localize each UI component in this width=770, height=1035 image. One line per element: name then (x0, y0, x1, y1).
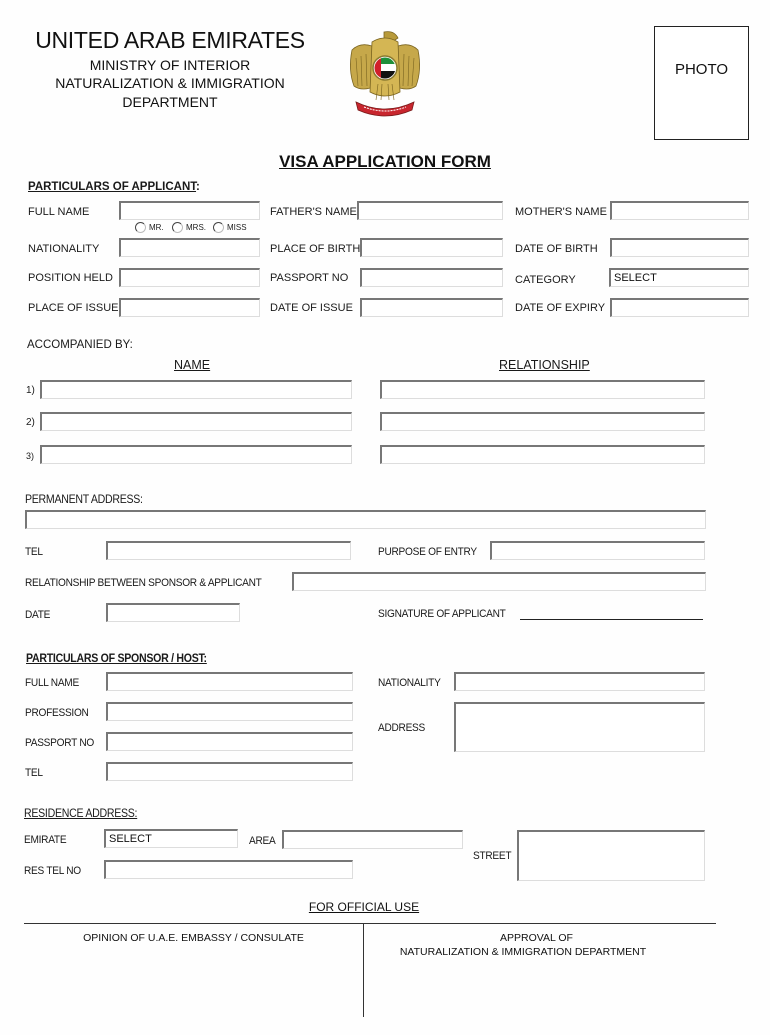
street-label: STREET (473, 850, 512, 862)
title-radio-mr[interactable] (135, 222, 146, 233)
applicant-heading-text: PARTICULARS OF APPLICANT (28, 181, 197, 193)
date-of-expiry-label: DATE OF EXPIRY (515, 302, 606, 314)
accompanied-row-1-name[interactable] (40, 380, 352, 399)
date-of-birth-label: DATE OF BIRTH (515, 243, 598, 255)
tel-label: TEL (25, 546, 43, 558)
photo-label: PHOTO (674, 61, 729, 78)
date-of-birth-input[interactable] (610, 238, 749, 257)
purpose-of-entry-input[interactable] (490, 541, 705, 560)
area-input[interactable] (282, 830, 463, 849)
sponsor-relationship-input[interactable] (292, 572, 706, 591)
res-tel-label: RES TEL NO (24, 865, 81, 877)
embassy-opinion-area[interactable] (26, 960, 360, 1015)
fathers-name-input[interactable] (357, 201, 503, 220)
fathers-name-label: FATHER'S NAME (270, 206, 357, 218)
date-input[interactable] (106, 603, 240, 622)
applicant-heading-colon: : (196, 181, 200, 193)
position-held-input[interactable] (119, 268, 260, 287)
passport-no-label: PASSPORT NO (270, 272, 349, 284)
sponsor-heading: PARTICULARS OF SPONSOR / HOST: (26, 653, 207, 665)
nationality-input[interactable] (119, 238, 260, 257)
accompanied-heading: ACCOMPANIED BY: (27, 339, 133, 351)
sponsor-profession-label: PROFESSION (25, 707, 89, 719)
place-of-issue-input[interactable] (119, 298, 260, 317)
signature-line[interactable] (520, 619, 703, 620)
place-of-issue-label: PLACE OF ISSUE (28, 302, 119, 314)
emirate-select[interactable]: SELECT (104, 829, 238, 848)
accompanied-relationship-header: RELATIONSHIP (499, 358, 590, 372)
signature-label: SIGNATURE OF APPLICANT (378, 608, 506, 620)
category-select[interactable]: SELECT (609, 268, 749, 287)
sponsor-passport-no-label: PASSPORT NO (25, 737, 94, 749)
date-of-issue-label: DATE OF ISSUE (270, 302, 353, 314)
permanent-address-label: PERMANENT ADDRESS: (25, 494, 143, 506)
title-radio-miss[interactable] (213, 222, 224, 233)
street-input[interactable] (517, 830, 705, 881)
applicant-heading (28, 181, 200, 193)
tel-input[interactable] (106, 541, 351, 560)
passport-no-input[interactable] (360, 268, 503, 287)
category-label: CATEGORY (515, 274, 576, 286)
title-radio-mrs[interactable] (172, 222, 183, 233)
accompanied-row-2-num: 2) (26, 417, 35, 428)
sponsor-address-input[interactable] (454, 702, 705, 752)
official-divider-horizontal (24, 923, 716, 924)
title-radio-mr-label: MR. (149, 223, 164, 232)
area-label: AREA (249, 835, 276, 847)
accompanied-name-header: NAME (174, 358, 211, 372)
accompanied-row-2-relationship[interactable] (380, 412, 705, 431)
embassy-opinion-label: OPINION OF U.A.E. EMBASSY / CONSULATE (83, 932, 304, 944)
place-of-birth-input[interactable] (360, 238, 503, 257)
accompanied-row-1-relationship[interactable] (380, 380, 705, 399)
accompanied-row-3-name[interactable] (40, 445, 352, 464)
res-tel-input[interactable] (104, 860, 353, 879)
header-ministry: MINISTRY OF INTERIOR (89, 57, 251, 73)
sponsor-full-name-input[interactable] (106, 672, 353, 691)
place-of-birth-label: PLACE OF BIRTH (270, 243, 361, 255)
date-of-issue-input[interactable] (360, 298, 503, 317)
sponsor-tel-label: TEL (25, 767, 43, 779)
full-name-label: FULL NAME (28, 206, 90, 218)
date-of-expiry-input[interactable] (610, 298, 749, 317)
accompanied-row-3-num: 3) (26, 451, 35, 461)
accompanied-row-3-relationship[interactable] (380, 445, 705, 464)
photo-box[interactable] (654, 26, 749, 140)
position-held-label: POSITION HELD (28, 272, 113, 284)
full-name-input[interactable] (119, 201, 260, 220)
approval-label-line2: NATURALIZATION & IMMIGRATION DEPARTMENT (399, 946, 647, 958)
mothers-name-input[interactable] (610, 201, 749, 220)
form-title: VISA APPLICATION FORM (279, 152, 491, 171)
emirate-label: EMIRATE (24, 834, 67, 846)
title-radio-miss-label: MISS (227, 223, 247, 232)
sponsor-relationship-label: RELATIONSHIP BETWEEN SPONSOR & APPLICANT (25, 577, 262, 589)
permanent-address-input[interactable] (25, 510, 706, 529)
date-label: DATE (25, 609, 51, 621)
accompanied-row-1-num: 1) (26, 385, 35, 396)
title-radio-mrs-label: MRS. (186, 223, 206, 232)
sponsor-passport-no-input[interactable] (106, 732, 353, 751)
sponsor-address-label: ADDRESS (378, 722, 426, 734)
sponsor-full-name-label: FULL NAME (25, 677, 79, 689)
header-dept-line2: DEPARTMENT (122, 94, 218, 110)
sponsor-profession-input[interactable] (106, 702, 353, 721)
uae-emblem-icon (346, 28, 424, 120)
header-country: UNITED ARAB EMIRATES (35, 27, 305, 53)
nationality-label: NATIONALITY (28, 243, 100, 255)
official-use-heading: FOR OFFICIAL USE (308, 900, 420, 914)
header-dept-line1: NATURALIZATION & IMMIGRATION (55, 75, 285, 91)
accompanied-row-2-name[interactable] (40, 412, 352, 431)
mothers-name-label: MOTHER'S NAME (515, 206, 607, 218)
purpose-of-entry-label: PURPOSE OF ENTRY (378, 546, 477, 558)
sponsor-nationality-label: NATIONALITY (378, 677, 441, 689)
approval-area[interactable] (367, 960, 712, 1015)
residence-heading: RESIDENCE ADDRESS: (24, 808, 138, 820)
approval-label-line1: APPROVAL OF (500, 932, 573, 944)
sponsor-nationality-input[interactable] (454, 672, 705, 691)
sponsor-tel-input[interactable] (106, 762, 353, 781)
